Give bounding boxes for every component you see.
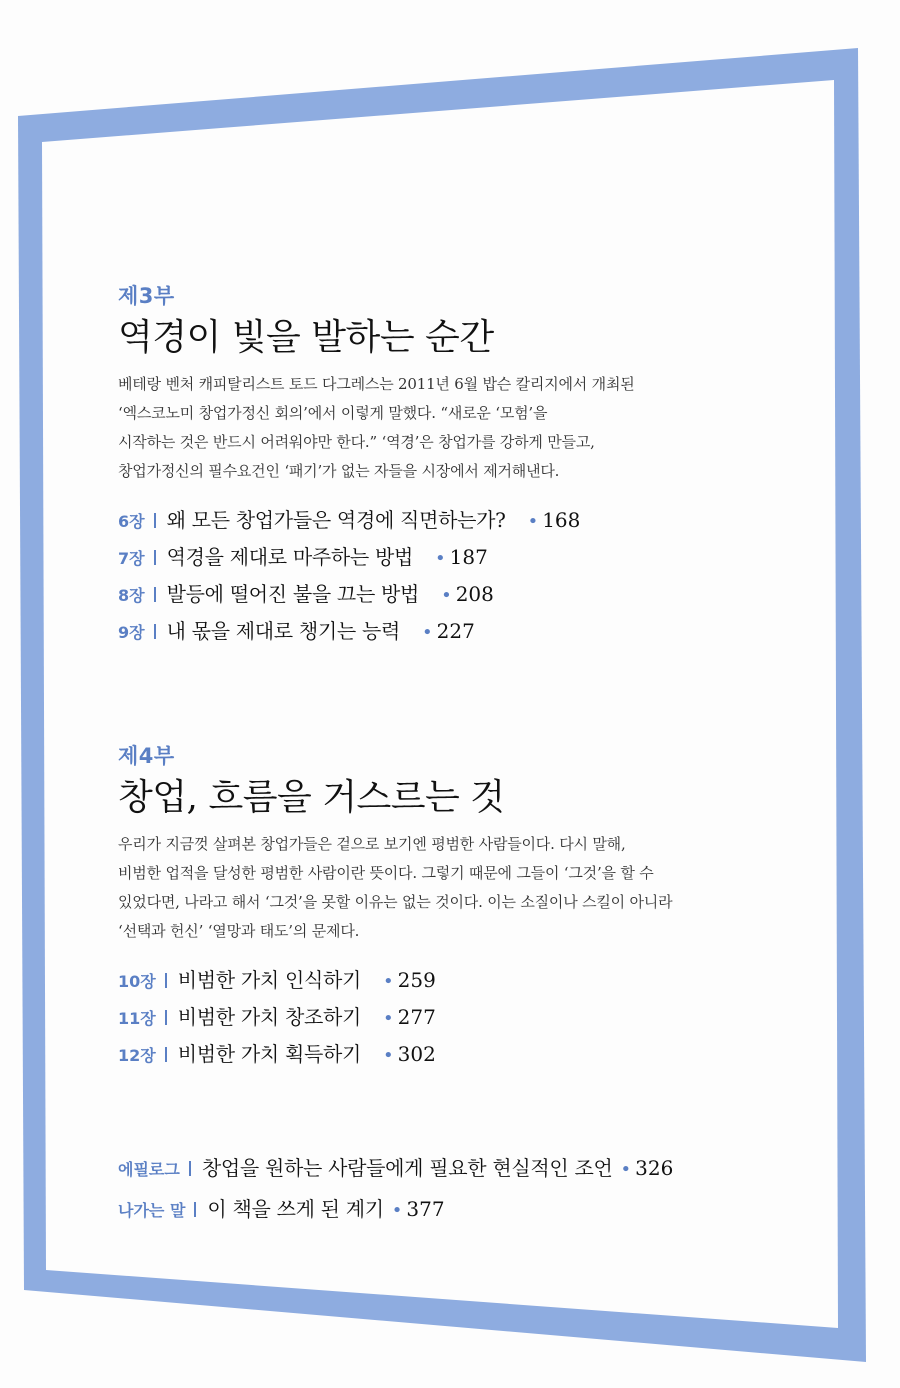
part-4-label: 제4부 [118,744,175,768]
bullet-icon: • [383,1045,394,1066]
extra-page: 326 [635,1156,674,1180]
chapter-separator [154,624,156,639]
part-3-section [118,282,798,652]
bullet-icon: • [383,1008,394,1029]
chapter-7-entry[interactable] [118,541,798,578]
chapter-number: 12장 [118,1046,156,1065]
part-4-description [118,830,798,946]
chapter-title: 왜 모든 창업가들은 역경에 직면하는가? [166,508,506,532]
part-3-desc-line: 베테랑 벤처 캐피탈리스트 토드 다그레스는 2011년 6월 밥슨 칼리지에서 개최된 [118,375,635,393]
part-3-desc-line: 시작하는 것은 반드시 어려워야만 한다.” ‘역경’은 창업가를 강하게 만들고, [118,433,595,451]
chapter-page: 259 [397,968,436,992]
chapter-page: 168 [542,508,581,532]
chapter-number: 9장 [118,623,145,642]
part-3-title: 역경이 빛을 발하는 순간 [118,317,494,358]
chapter-11-entry[interactable] [118,1001,798,1038]
part-4-desc-line: ‘선택과 헌신’ ‘열망과 태도’의 문제다. [118,922,360,940]
epilogue-entry[interactable] [118,1152,798,1193]
bullet-icon: • [383,971,394,992]
part-3-chapter-list [118,504,798,652]
extra-title: 창업을 원하는 사람들에게 필요한 현실적인 조언 [201,1156,613,1180]
chapter-12-entry[interactable] [118,1038,798,1075]
bullet-icon: • [422,622,433,643]
chapter-separator [154,513,156,528]
chapter-9-entry[interactable] [118,615,798,652]
chapter-separator [165,973,167,988]
chapter-number: 7장 [118,549,145,568]
extra-page: 377 [406,1197,445,1221]
frame-inner [42,80,838,1328]
part-4-title: 창업, 흐름을 거스르는 것 [118,777,505,818]
chapter-page: 302 [397,1042,436,1066]
extra-label: 나가는 말 [118,1201,186,1220]
chapter-title: 발등에 떨어진 불을 끄는 방법 [166,582,420,606]
chapter-number: 6장 [118,512,145,531]
chapter-page: 208 [455,582,494,606]
bullet-icon: • [527,511,539,532]
chapter-title: 역경을 제대로 마주하는 방법 [166,545,414,569]
extra-separator [194,1202,196,1217]
chapter-separator [154,587,156,602]
chapter-page: 277 [397,1005,436,1029]
chapter-separator [165,1010,167,1025]
chapter-number: 8장 [118,586,145,605]
chapter-title: 비범한 가치 획득하기 [177,1042,362,1066]
part-4-desc-line: 비범한 업적을 달성한 평범한 사람이란 뜻이다. 그렇기 때문에 그들이 ‘그것’을 할 수 [118,864,654,882]
extras-list [118,1152,798,1234]
bullet-icon: • [391,1200,403,1221]
bullet-icon: • [435,548,446,569]
chapter-6-entry[interactable] [118,504,798,541]
bullet-icon: • [441,585,452,606]
extra-separator [189,1161,191,1176]
part-3-description [118,370,798,486]
part-4-desc-line: 우리가 지금껏 살펴본 창업가들은 겉으로 보기엔 평범한 사람들이다. 다시 말해, [118,835,626,853]
chapter-separator [154,550,156,565]
part-3-desc-line: 창업가정신의 필수요건인 ‘패기’가 없는 자들을 시장에서 제거해낸다. [118,462,560,480]
bullet-icon: • [620,1159,632,1180]
part-3-label: 제3부 [118,284,175,308]
chapter-10-entry[interactable] [118,964,798,1001]
part-4-chapter-list [118,964,798,1075]
chapter-page: 187 [449,545,488,569]
chapter-title: 비범한 가치 창조하기 [177,1005,362,1029]
chapter-title: 비범한 가치 인식하기 [177,968,362,992]
part-3-desc-line: ‘엑스코노미 창업가정신 회의’에서 이렇게 말했다. “새로운 ‘모험’을 [118,404,548,422]
part-4-section [118,742,798,1075]
extra-title: 이 책을 쓰게 된 계기 [207,1197,384,1221]
chapter-page: 227 [436,619,475,643]
chapter-separator [165,1047,167,1062]
closing-words-entry[interactable] [118,1193,798,1234]
chapter-title: 내 몫을 제대로 챙기는 능력 [166,619,401,643]
part-4-desc-line: 있었다면, 나라고 해서 ‘그것’을 못할 이유는 없는 것이다. 이는 소질이나 스킬이 아니라 [118,893,673,911]
extra-label: 에필로그 [118,1160,180,1179]
chapter-number: 11장 [118,1009,156,1028]
chapter-number: 10장 [118,972,156,991]
chapter-8-entry[interactable] [118,578,798,615]
